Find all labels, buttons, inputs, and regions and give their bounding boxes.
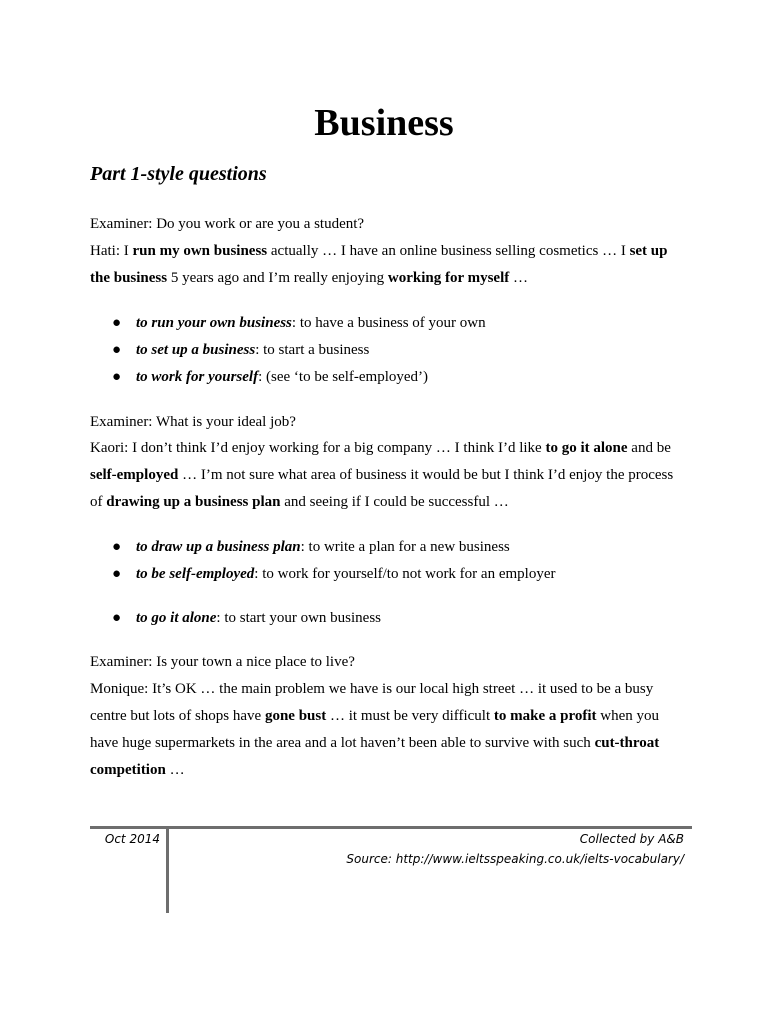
bullet-icon: ●: [112, 610, 122, 626]
vocab-highlight: self-employed: [90, 467, 179, 483]
answer-text: and seeing if I could be successful …: [280, 494, 509, 510]
page-title: Business: [314, 102, 454, 144]
vocab-term: to run your own business: [136, 315, 292, 331]
vocab-highlight: to make a profit: [493, 708, 597, 724]
vocab-item: [90, 561, 680, 588]
answer-text: … I’m not sure what area of business it would be but I think I’d enjoy the process of: [90, 467, 674, 510]
vocab-item: [90, 337, 680, 364]
footer-source: Source: http://www.ieltsspeaking.co.uk/ielts-vocabulary/: [346, 852, 684, 866]
bullet-icon: ●: [112, 315, 122, 331]
vocab-definition: : to start a business: [255, 342, 370, 358]
section-subtitle: Part 1-style questions: [90, 163, 267, 185]
answer-text: 5 years ago and I’m really enjoying: [167, 270, 388, 286]
answer-text: Hati: I: [90, 243, 133, 259]
vocab-item: [90, 534, 680, 561]
vocab-definition: : to have a business of your own: [291, 315, 486, 331]
vocab-term: to work for yourself: [136, 369, 259, 385]
examiner-question-3: Examiner: Is your town a nice place to live?: [90, 654, 355, 670]
vocab-highlight: run my own business: [132, 243, 268, 259]
answer-text: …: [509, 270, 529, 286]
answer-text: when you have huge supermarkets in the area and a lot haven’t been able to survive with such: [90, 708, 660, 751]
answer-text: … it must be very difficult: [326, 708, 494, 724]
answer-text: actually … I have an online business selling cosmetics … I: [267, 243, 630, 259]
vocab-item: [90, 310, 680, 337]
vocab-highlight: drawing up a business plan: [106, 494, 281, 510]
answer-text: …: [165, 762, 185, 778]
vocab-term: to draw up a business plan: [136, 539, 301, 555]
vocab-highlight: cut-throat competition: [90, 735, 660, 778]
answer-text: and be: [627, 440, 671, 456]
examiner-question-1: Examiner: Do you work or are you a student?: [90, 216, 365, 232]
vocab-definition: : to start your own business: [216, 610, 381, 626]
footer-date: Oct 2014: [104, 832, 160, 846]
vocab-definition: : to write a plan for a new business: [300, 539, 510, 555]
vocab-item: [90, 364, 680, 391]
footer-credits: [346, 829, 684, 869]
vocab-definition: : (see ‘to be self-employed’): [258, 369, 429, 385]
examiner-question-2: Examiner: What is your ideal job?: [90, 414, 296, 430]
answer-text: Kaori: I don’t think I’d enjoy working for a big company … I think I’d like: [90, 440, 546, 456]
vocab-list-2: [90, 534, 680, 588]
vocab-term: to go it alone: [136, 610, 217, 626]
footer-vertical-divider: [166, 828, 169, 913]
vocab-list-3: [90, 605, 680, 632]
bullet-icon: ●: [112, 566, 122, 582]
footer-collected-by: Collected by A&B: [579, 832, 684, 846]
vocab-definition: : to work for yourself/to not work for an employer: [254, 566, 556, 582]
answer-text: Monique: It’s OK … the main problem we have is our local high street … it used to be a busy centre but lots of shops have: [90, 681, 654, 724]
answer-kaori: [90, 435, 680, 516]
vocab-list-1: [90, 310, 680, 391]
bullet-icon: ●: [112, 539, 122, 555]
vocab-highlight: gone bust: [264, 708, 327, 724]
vocab-highlight: to go it alone: [545, 440, 628, 456]
vocab-term: to set up a business: [136, 342, 256, 358]
vocab-highlight: set up the business: [90, 243, 668, 286]
bullet-icon: ●: [112, 342, 122, 358]
answer-hati: [90, 238, 680, 292]
answer-monique: [90, 676, 680, 784]
vocab-highlight: working for myself: [387, 270, 510, 286]
bullet-icon: ●: [112, 369, 122, 385]
vocab-term: to be self-employed: [136, 566, 255, 582]
vocab-item: [90, 605, 680, 632]
